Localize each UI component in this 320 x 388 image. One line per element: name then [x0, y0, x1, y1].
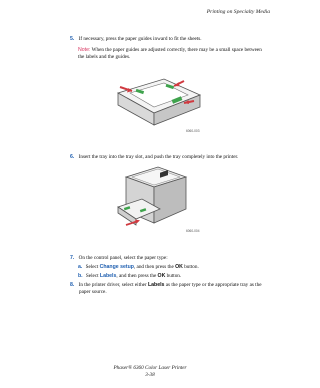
substep-letter: b.	[78, 273, 83, 279]
ok-button-label: OK	[157, 273, 166, 279]
menu-item-labels: Labels	[99, 273, 117, 279]
step-number: 7.	[70, 255, 75, 261]
note-label: Note:	[78, 47, 91, 53]
step-text: On the control panel, select the paper type:	[78, 255, 168, 261]
paper-tray-illustration	[112, 73, 204, 131]
note-text-line2: the labels and the guides.	[78, 53, 131, 60]
step-7b	[78, 273, 181, 280]
step-text-line2: paper source.	[79, 288, 107, 295]
figure-code: 6060-003	[186, 129, 200, 133]
substep-text: , and then press the	[133, 264, 174, 270]
substep-letter: a.	[78, 264, 83, 270]
step-number: 5.	[70, 36, 75, 42]
paper-type-labels: Labels	[148, 282, 165, 288]
footer-page-number: 3-38	[145, 372, 155, 378]
substep-text: button.	[166, 273, 182, 279]
footer-product: Phaser® 6360 Color Laser Printer	[113, 365, 187, 371]
menu-item-change-setup: Change setup	[99, 264, 134, 270]
step-text: If necessary, press the paper guides inward to fit the sheets.	[78, 36, 202, 42]
substep-text: button.	[184, 264, 199, 270]
step-number: 6.	[70, 154, 75, 160]
step-7	[70, 255, 168, 262]
substep-text: Select	[85, 273, 99, 279]
step-6	[70, 154, 238, 161]
substep-text: Select	[85, 264, 99, 270]
step-number: 8.	[70, 282, 75, 288]
step-8	[70, 282, 285, 295]
ok-button-label: OK	[175, 264, 183, 270]
note	[78, 47, 278, 60]
step-text: Insert the tray into the tray slot, and push the tray completely into the printer.	[78, 154, 239, 160]
step-text: as the paper type or the appropriate tray as the	[165, 282, 262, 288]
printer-illustration	[116, 163, 188, 229]
substep-text: , and then press the	[116, 273, 157, 279]
step-5	[70, 36, 202, 43]
note-text-line1: When the paper guides are adjusted correctly, there may be a small space between	[91, 47, 262, 53]
figure-code: 6060-004	[186, 229, 200, 233]
step-text: In the printer driver, select either	[78, 282, 147, 288]
step-7a	[78, 264, 199, 271]
page-header: Printing on Specialty Media	[206, 9, 270, 15]
